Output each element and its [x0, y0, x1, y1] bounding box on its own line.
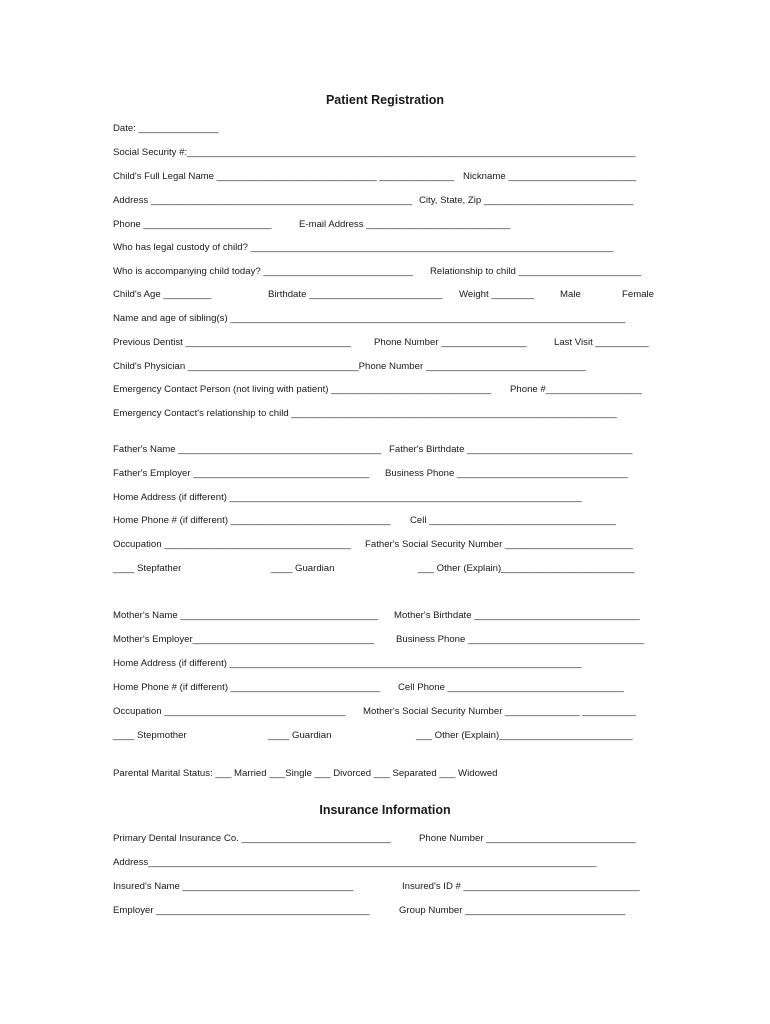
relationship-field[interactable]: Relationship to child _______________________ [430, 266, 642, 277]
mother-relations-row [113, 729, 658, 743]
city-state-zip-field[interactable]: City, State, Zip ____________________________ [419, 195, 634, 206]
child-age-field[interactable]: Child's Age _________ [113, 289, 212, 300]
insurance-heading: Insurance Information [319, 803, 451, 817]
father-name-row [113, 443, 658, 457]
siblings-field[interactable] [113, 312, 658, 326]
accompanying-child-field[interactable]: Who is accompanying child today? ____________________________ [113, 266, 413, 277]
father-home-phone-row [113, 514, 658, 528]
insurance-company-field[interactable]: Primary Dental Insurance Co. ____________________________ [113, 833, 391, 844]
father-name-field[interactable]: Father's Name ______________________________________ [113, 444, 382, 455]
father-occupation-field[interactable]: Occupation ___________________________________ [113, 539, 351, 550]
marital-status-row[interactable] [113, 767, 658, 781]
mother-other-field[interactable]: ___ Other (Explain)_________________________ [416, 730, 633, 741]
emergency-phone-field[interactable]: Phone #__________________ [510, 384, 642, 395]
emergency-relationship-label: Emergency Contact's relationship to child _____________________________________________________________ [113, 408, 617, 419]
stepmother-option[interactable]: ____ Stepmother [113, 730, 187, 741]
stepfather-option[interactable]: ____ Stepfather [113, 563, 182, 574]
insurance-employer-field[interactable]: Employer ________________________________________ [113, 905, 370, 916]
page-title: Patient Registration [325, 93, 445, 107]
mother-home-address-label: Home Address (if different) __________________________________________________________________ [113, 658, 582, 669]
child-physician-field[interactable]: Child's Physician ________________________________Phone Number ______________________________ [113, 361, 586, 372]
date-field[interactable] [113, 122, 658, 136]
emergency-contact-field[interactable]: Emergency Contact Person (not living with patient) ______________________________ [113, 384, 492, 395]
insurance-address-label: Address____________________________________________________________________________________ [113, 857, 597, 868]
father-ssn-field[interactable]: Father's Social Security Number ________________________ [365, 539, 633, 550]
previous-dentist-field[interactable]: Previous Dentist _______________________________ [113, 337, 351, 348]
social-security-field[interactable] [113, 146, 658, 160]
weight-field[interactable]: Weight ________ [459, 289, 535, 300]
mother-occupation-field[interactable]: Occupation __________________________________ [113, 706, 346, 717]
marital-status-label: Parental Marital Status: ___ Married ___Single ___ Divorced ___ Separated ___ Widowed [113, 768, 498, 779]
email-field[interactable]: E-mail Address ___________________________ [299, 219, 511, 230]
emergency-relationship-field[interactable] [113, 407, 658, 421]
male-option[interactable]: Male [560, 289, 581, 300]
mother-business-phone-field[interactable]: Business Phone _________________________________ [396, 634, 645, 645]
father-business-phone-field[interactable]: Business Phone ________________________________ [385, 468, 628, 479]
father-employer-field[interactable]: Father's Employer _________________________________ [113, 468, 370, 479]
mother-birthdate-field[interactable]: Mother's Birthdate _______________________________ [394, 610, 640, 621]
insurance-company-row [113, 832, 658, 846]
mother-name-field[interactable]: Mother's Name _____________________________________ [113, 610, 378, 621]
mother-occupation-row [113, 705, 658, 719]
father-home-address-field[interactable] [113, 491, 658, 505]
female-option[interactable]: Female [622, 289, 654, 300]
emergency-contact-row [113, 383, 658, 397]
father-cell-field[interactable]: Cell ___________________________________ [410, 515, 616, 526]
address-field[interactable]: Address _________________________________________________ [113, 195, 413, 206]
insurance-address-field[interactable] [113, 856, 658, 870]
mother-cell-phone-field[interactable]: Cell Phone _________________________________ [398, 682, 624, 693]
insured-id-field[interactable]: Insured's ID # _________________________________ [402, 881, 640, 892]
mother-home-address-field[interactable] [113, 657, 658, 671]
mother-ssn-field[interactable]: Mother's Social Security Number ______________ __________ [363, 706, 636, 717]
address-row [113, 194, 658, 208]
physician-row [113, 360, 658, 374]
legal-custody-field[interactable] [113, 241, 658, 255]
father-birthdate-field[interactable]: Father's Birthdate _______________________________ [389, 444, 633, 455]
phone-row [113, 218, 658, 232]
dentist-phone-field[interactable]: Phone Number ________________ [374, 337, 527, 348]
father-employer-row [113, 467, 658, 481]
last-visit-field[interactable]: Last Visit __________ [554, 337, 649, 348]
father-relations-row [113, 562, 658, 576]
legal-custody-label: Who has legal custody of child? ____________________________________________________________________ [113, 242, 614, 253]
father-guardian-option[interactable]: ____ Guardian [271, 563, 335, 574]
date-label: Date: _______________ [113, 123, 219, 134]
nickname-field[interactable]: Nickname ________________________ [463, 171, 637, 182]
group-number-field[interactable]: Group Number ______________________________ [399, 905, 626, 916]
mother-employer-row [113, 633, 658, 647]
insured-name-row [113, 880, 658, 894]
father-occupation-row [113, 538, 658, 552]
insured-name-field[interactable]: Insured's Name ________________________________ [113, 881, 354, 892]
father-home-address-label: Home Address (if different) __________________________________________________________________ [113, 492, 582, 503]
father-other-field[interactable]: ___ Other (Explain)_________________________ [418, 563, 635, 574]
father-home-phone-field[interactable]: Home Phone # (if different) ______________________________ [113, 515, 391, 526]
previous-dentist-row [113, 336, 658, 350]
child-name-row [113, 170, 658, 184]
birthdate-field[interactable]: Birthdate _________________________ [268, 289, 443, 300]
child-full-legal-name-field[interactable]: Child's Full Legal Name ______________________________ ______________ [113, 171, 455, 182]
child-age-row [113, 288, 658, 302]
ssn-label: Social Security #:____________________________________________________________________________________ [113, 147, 636, 158]
mother-employer-field[interactable]: Mother's Employer__________________________________ [113, 634, 375, 645]
accompanying-row [113, 265, 658, 279]
siblings-label: Name and age of sibling(s) __________________________________________________________________________ [113, 313, 626, 324]
insurance-phone-field[interactable]: Phone Number ____________________________ [419, 833, 636, 844]
mother-home-phone-row [113, 681, 658, 695]
mother-guardian-option[interactable]: ____ Guardian [268, 730, 332, 741]
phone-field[interactable]: Phone ________________________ [113, 219, 272, 230]
mother-home-phone-field[interactable]: Home Phone # (if different) ____________________________ [113, 682, 381, 693]
mother-name-row [113, 609, 658, 623]
insurance-employer-row [113, 904, 658, 918]
